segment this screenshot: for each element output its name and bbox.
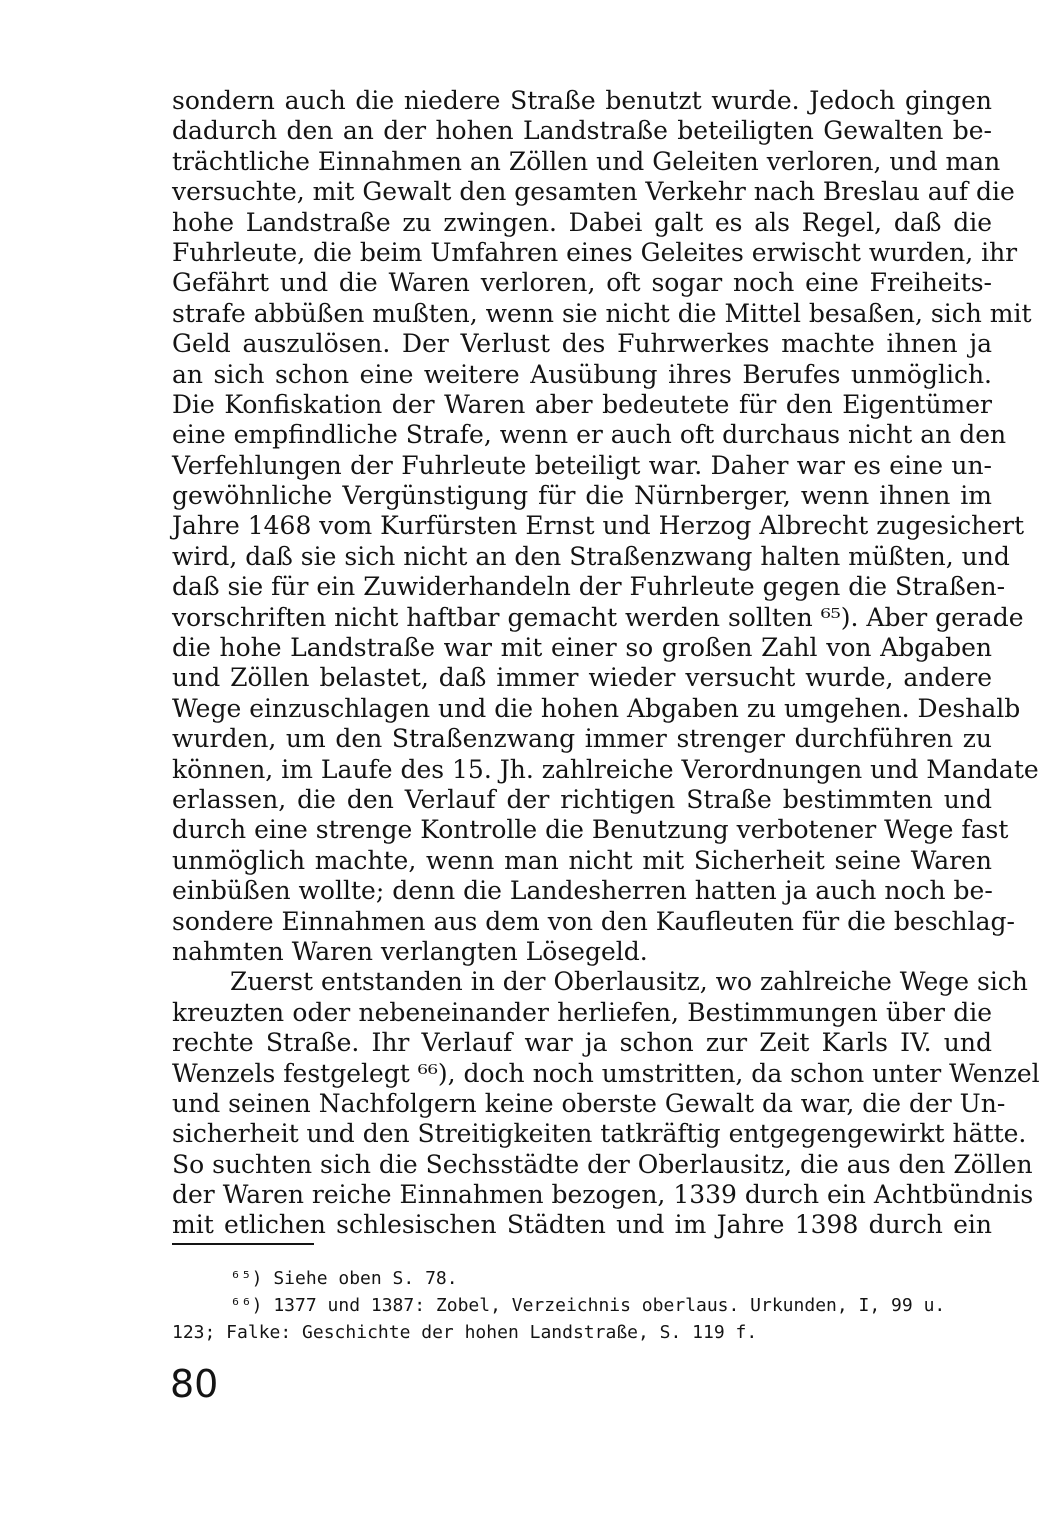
text-line: wird, daß sie sich nicht an den Straßenzwang halten müßten, und	[172, 541, 1010, 571]
text-line: Wege einzuschlagen und die hohen Abgaben zu umgehen. Deshalb	[172, 693, 1021, 723]
text-line: trächtliche Einnahmen an Zöllen und Geleiten verloren, und man	[172, 146, 1001, 176]
text-line: Fuhrleute, die beim Umfahren eines Geleites erwischt wurden, ihr	[172, 237, 1018, 267]
text-line: rechte Straße. Ihr Verlauf war ja schon zur Zeit Karls IV. und	[172, 1028, 992, 1058]
text-line: können, im Laufe des 15. Jh. zahlreiche Verordnungen und Mandate	[172, 754, 1039, 784]
text-line: nahmten Waren verlangten Lösegeld.	[172, 936, 648, 966]
text-line: sondere Einnahmen aus dem von den Kaufleuten für die beschlag-	[172, 906, 1015, 936]
text-line: wurden, um den Straßenzwang immer strenger durchführen zu	[172, 724, 992, 754]
text-line: sicherheit und den Streitigkeiten tatkräftig entgegengewirkt hätte.	[172, 1119, 1027, 1149]
footnote-divider	[172, 1243, 314, 1245]
text-line: unmöglich machte, wenn man nicht mit Sicherheit seine Waren	[172, 845, 992, 875]
text-line: kreuzten oder nebeneinander herliefen, Bestimmungen über die	[172, 997, 992, 1027]
text-line: durch eine strenge Kontrolle die Benutzung verbotener Wege fast	[172, 815, 1009, 845]
text-line: einbüßen wollte; denn die Landesherren hatten ja auch noch be-	[172, 876, 993, 906]
text-line: sondern auch die niedere Straße benutzt wurde. Jedoch gingen	[172, 86, 992, 115]
text-line: strafe abbüßen mußten, wenn sie nicht die Mittel besaßen, sich mit	[172, 298, 1032, 328]
text-line: gewöhnliche Vergünstigung für die Nürnberger, wenn ihnen im	[172, 481, 992, 511]
text-line: Wenzels festgelegt ⁶⁶), doch noch umstritten, da schon unter Wenzel	[172, 1058, 1040, 1088]
text-line: versuchte, mit Gewalt den gesamten Verkehr nach Breslau auf die	[172, 177, 1015, 207]
footnote-66: ⁶⁶) 1377 und 1387: Zobel, Verzeichnis oberlaus. Urkunden, I, 99 u.	[230, 1295, 946, 1316]
text-line: Geld auszulösen. Der Verlust des Fuhrwerkes machte ihnen ja	[172, 329, 992, 359]
text-line: Verfehlungen der Fuhrleute beteiligt war. Daher war es eine un-	[172, 450, 992, 480]
text-line: erlassen, die den Verlauf der richtigen Straße bestimmten und	[172, 784, 992, 814]
text-line: und Zöllen belastet, daß immer wieder versucht wurde, andere	[172, 663, 992, 693]
text-line: Jahre 1468 vom Kurfürsten Ernst und Herzog Albrecht zugesichert	[172, 511, 1025, 541]
text-line: eine empfindliche Strafe, wenn er auch oft durchaus nicht an den	[172, 420, 1007, 450]
text-line: dadurch den an der hohen Landstraße beteiligten Gewalten be-	[172, 116, 992, 146]
text-line: der Waren reiche Einnahmen bezogen, 1339 durch ein Achtbündnis	[172, 1180, 1034, 1210]
text-line: vorschriften nicht haftbar gemacht werden sollten ⁶⁵). Aber gerade	[172, 602, 1024, 632]
text-line: daß sie für ein Zuwiderhandeln der Fuhrleute gegen die Straßen-	[172, 572, 1006, 602]
text-line: und seinen Nachfolgern keine oberste Gewalt da war, die der Un-	[172, 1088, 1006, 1118]
footnotes	[172, 1265, 946, 1346]
text-line: mit etlichen schlesischen Städten und im Jahre 1398 durch ein	[172, 1210, 992, 1240]
text-line: Zuerst entstanden in der Oberlausitz, wo zahlreiche Wege sich	[230, 967, 1028, 997]
text-line: hohe Landstraße zu zwingen. Dabei galt es als Regel, daß die	[172, 207, 992, 237]
text-line: Gefährt und die Waren verloren, oft sogar noch eine Freiheits-	[172, 268, 992, 298]
page-number: 80	[170, 1362, 219, 1406]
footnote-66-continued: 123; Falke: Geschichte der hohen Landstraße, S. 119 f.	[172, 1322, 758, 1343]
text-line: die hohe Landstraße war mit einer so großen Zahl von Abgaben	[172, 633, 992, 663]
text-line: So suchten sich die Sechsstädte der Oberlausitz, die aus den Zöllen	[172, 1149, 1033, 1179]
text-line: Die Konfiskation der Waren aber bedeutete für den Eigentümer	[172, 389, 992, 419]
body-text	[172, 86, 1040, 1241]
text-line: an sich schon eine weitere Ausübung ihres Berufes unmöglich.	[172, 359, 992, 389]
footnote-65: ⁶⁵) Siehe oben S. 78.	[230, 1268, 458, 1289]
